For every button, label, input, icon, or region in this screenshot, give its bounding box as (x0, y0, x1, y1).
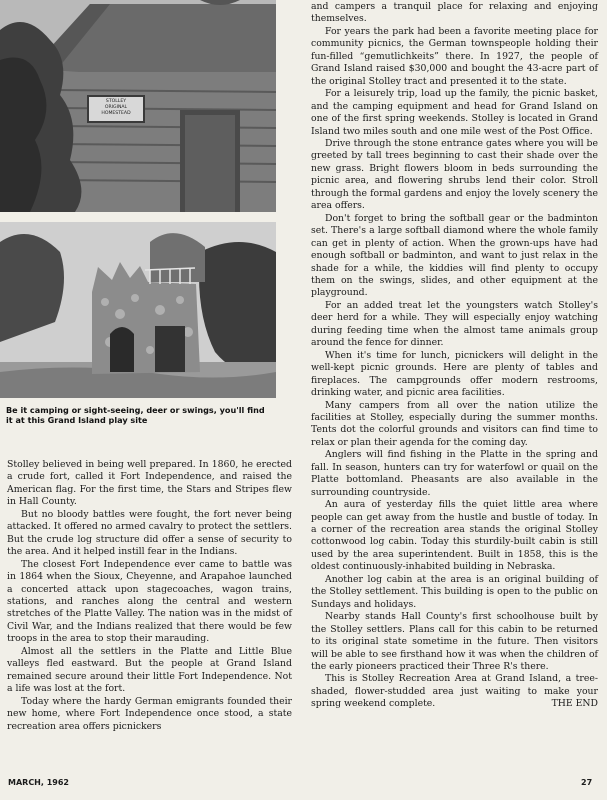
paragraph: For an added treat let the youngsters watch Stolley's deer herd for a while. They will especially enjoy watching during feeding time when the almost tame animals group around the fence for dinner. (311, 299, 598, 349)
homestead-sign (87, 95, 145, 123)
paragraph-final (311, 673, 598, 710)
left-article-column (7, 459, 292, 733)
paragraph: Anglers will find fishing in the Platte in the spring and fall. In season, hunters can try for waterfowl or quail on the Platte bottomland. Pheasants are also available in the surrounding countryside. (311, 449, 598, 498)
paragraph: Almost all the settlers in the Platte and Little Blue valleys fled eastward. But the people at Grand Island remained secure around their little Fort Independence. Not a life was lost at the fort. (7, 645, 292, 695)
paragraph: Nearby stands Hall County's first schoolhouse built by the Stolley settlers. Plans call for this cabin to be returned to its original state sometime in the future. Then visitors will be able to see firsthand how it was when the children of the early pioneers practiced their Three R's there. (311, 611, 598, 673)
page-number: 27 (581, 778, 593, 787)
right-article-column (311, 1, 598, 711)
cabin-photo (0, 0, 276, 212)
paragraph: Many campers from all over the nation utilize the facilities at Stolley, especially during the summer months. Tents dot the colorful grounds and visitors can find time to relax or plan their agenda for the coming day. (311, 399, 598, 448)
paragraph: For a leisurely trip, load up the family, the picnic basket, and the camping equipment and head for Grand Island on one of the first spring weekends. Stolley is located in Grand Island two miles south and one mile west of the Post Office. (311, 88, 598, 137)
paragraph: Drive through the stone entrance gates where you will be greeted by tall trees beginning to cast their shade over the new grass. Bright flowers bloom in beds surrounding the picnic area, and flowering shrubs lend their color. Stroll through the formal gardens and enjoy the lovely scenery the area offers. (311, 137, 598, 212)
paragraph: The closest Fort Independence ever came to battle was in 1864 when the Sioux, Cheyenne, and Arapahoe launched a concerted attack upon stagecoaches, wagon trains, stations, and ranches along the central and western stretches of the Platte Valley. The nation was in the midst of Civil War, and the Indians realized that there would be few troops in the area to stop their marauding. (7, 558, 292, 645)
paragraph: An aura of yesterday fills the quiet little area where people can get away from the hustle and bustle of today. In a corner of the recreation area stands the original Stolley cottonwood log cabin. Today this sturdily-built cabin is still used by the area superintendent. Built in 1858, this is the oldest continuously-inhabited building in Nebraska. (311, 499, 598, 573)
fort-photo (0, 222, 276, 398)
footer-date: MARCH, 1962 (8, 778, 69, 787)
final-paragraph-text: This is Stolley Recreation Area at Grand Island, a tree-shaded, flower-studded area just waiting to make your spring weekend complete. (311, 673, 598, 710)
paragraph: and campers a tranquil place for relaxing and enjoying themselves. (311, 1, 598, 25)
sign-line: STOLLEY (105, 99, 127, 104)
paragraph: But no bloody battles were fought, the fort never being attacked. It offered no armed cavalry to protect the settlers. But the crude log structure did offer a sense of security to the area. And it helped instill fear in the Indians. (7, 508, 292, 558)
sign-line: ORIGINAL (104, 105, 128, 110)
paragraph: Don't forget to bring the softball gear or the badminton set. There's a large softball diamond where the whole family can get in plenty of action. When the grown-ups have had enough softball or badminton, and want to just relax in the shade for a while, the kiddies will find plenty to occupy them on the swings, slides, and other equipment at the playground. (311, 212, 598, 299)
paragraph: Today where the hardy German emigrants founded their new home, where Fort Independence once stood, a state recreation area offers picnickers (7, 695, 292, 732)
photo-caption: Be it camping or sight-seeing, deer or swings, you'll find it at this Grand Island play site (6, 405, 265, 425)
paragraph: For years the park had been a favorite meeting place for community picnics, the German townspeople holding their fun-filled “gemutlichkeits” there. In 1927, the people of Grand Island raised $30,000 and bought the 43-acre part of the original Stolley tract and presented it to the state. (311, 25, 598, 87)
the-end-mark: THE END (551, 698, 598, 710)
sign-line: HOMESTEAD (101, 111, 131, 116)
paragraph: Another log cabin at the area is an original building of the Stolley settlement. This building is open to the public on Sundays and holidays. (311, 573, 598, 610)
paragraph: Stolley believed in being well prepared. In 1860, he erected a crude fort, called it Fort Independence, and raised the American flag. For the first time, the Stars and Stripes flew in Hall County. (7, 459, 292, 508)
paragraph: When it's time for lunch, picnickers will delight in the well-kept picnic grounds. Here are plenty of tables and fireplaces. The campgrounds offer modern restrooms, drinking water, and picnic area facilities. (311, 349, 598, 399)
